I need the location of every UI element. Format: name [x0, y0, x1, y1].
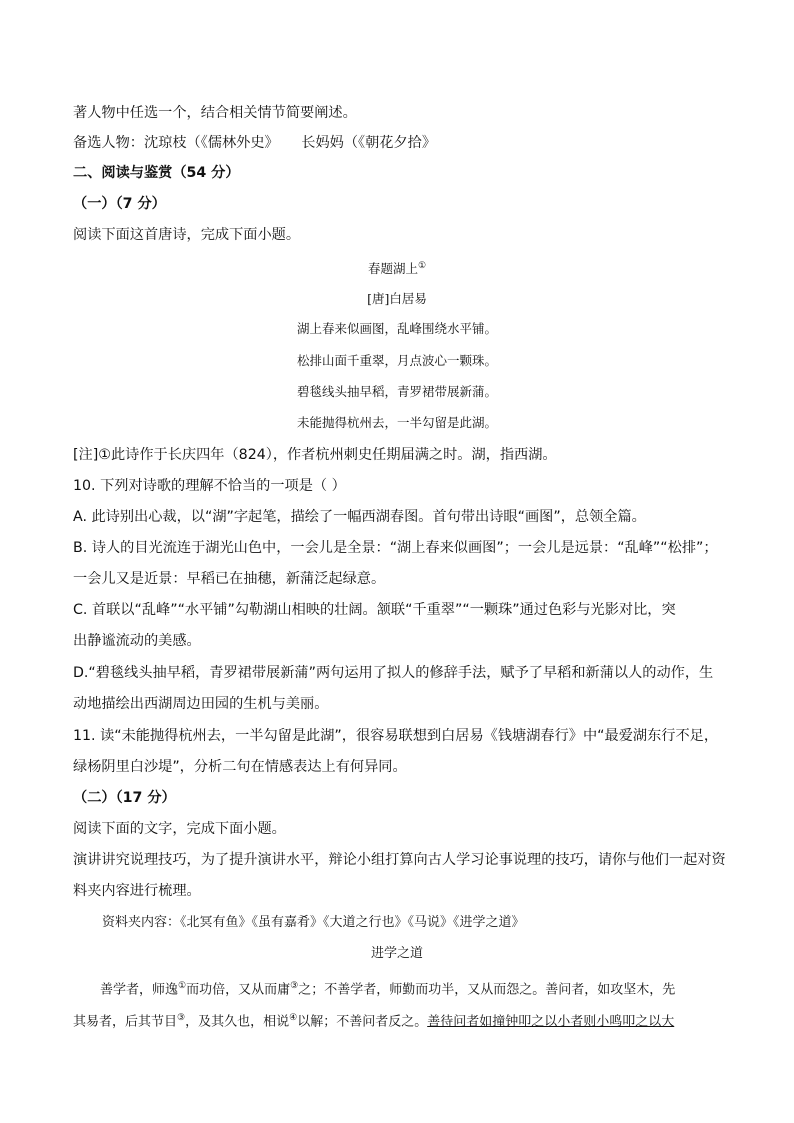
part2-heading: （二）（17 分）: [73, 790, 176, 806]
part2-instruction: 阅读下面的文字，完成下面小题。: [73, 821, 286, 837]
passage-paragraph-line-2: [73, 1009, 674, 1031]
question-10-stem: 10. 下列对诗歌的理解不恰当的一项是（ ）: [73, 478, 346, 494]
question-10-option-d: D.“碧毯线头抽早稻，青罗裙带展新蒲”两句运用了拟人的修辞手法，赋予了早稻和新蒲以人的动作，生: [73, 665, 714, 681]
poem-title: [0, 257, 794, 278]
passage-text: ，及其久也，相说: [185, 1014, 290, 1030]
passage-text: 以解；不善问者反之。: [297, 1014, 428, 1030]
footnote-mark: ③: [177, 1013, 186, 1023]
question-10-option-d-cont: 动地描绘出西湖周边田园的生机与美丽。: [73, 696, 329, 712]
passage-paragraph-line-1: [100, 977, 675, 999]
part1-heading: （一）（7 分）: [73, 196, 166, 212]
material-folder-contents: 资料夹内容：《北冥有鱼》《虽有嘉肴》《大道之行也》《马说》《进学之道》: [102, 915, 525, 930]
intro-line: 著人物中任选一个，结合相关情节简要阐述。: [73, 105, 357, 121]
poem-line-2: 松排山面千重翠，月点波心一颗珠。: [296, 353, 497, 368]
question-10-option-b-cont: 一会儿又是近景：早稻已在抽穗，新蒲泛起绿意。: [73, 571, 386, 587]
question-11-stem: 11. 读“未能抛得杭州去，一半勾留是此湖”，很容易联想到白居易《钱塘湖春行》中“最爱湖东行不足，: [73, 728, 719, 744]
section-heading: 二、阅读与鉴赏（54 分）: [73, 165, 240, 181]
underlined-passage-text: 善待问者如撞钟叩之以小者则小鸣叩之以大: [427, 1014, 675, 1030]
question-11-stem-cont: 绿杨阴里白沙堤”，分析二句在情感表达上有何异同。: [73, 759, 407, 775]
poem-title-footnote-mark: ①: [417, 261, 427, 271]
poem-note: [注]①此诗作于长庆四年（824），作者杭州刺史任期届满之时。湖，指西湖。: [73, 447, 557, 463]
footnote-mark: ③: [290, 981, 299, 991]
part2-description: 演讲讲究说理技巧，为了提升演讲水平，辩论小组打算向古人学习论事说理的技巧，请你与他们一起对资: [73, 852, 726, 868]
question-10-option-a: A. 此诗别出心裁，以“湖”字起笔，描绘了一幅西湖春图。首句带出诗眼“画图”，总领全篇。: [73, 509, 646, 525]
passage-text: 其易者，后其节目: [73, 1014, 178, 1030]
footnote-mark: ①: [178, 981, 187, 991]
part1-instruction: 阅读下面这首唐诗，完成下面小题。: [73, 227, 301, 243]
passage-title: 进学之道: [370, 946, 423, 961]
passage-text: 而功倍，又从而庸: [186, 982, 291, 998]
poem-line-3: 碧毯线头抽早稻，青罗裙带展新蒲。: [296, 384, 497, 399]
poem-title-text: 春题湖上: [367, 261, 418, 277]
poem-line-4: 未能抛得杭州去，一半勾留是此湖。: [296, 415, 497, 430]
poem-line-1: 湖上春来似画图，乱峰围绕水平铺。: [296, 321, 497, 336]
passage-text: 之；不善学者，师勤而功半，又从而怨之。善问者，如攻坚木，先: [298, 982, 676, 998]
footnote-mark: ④: [289, 1013, 298, 1023]
passage-text: 善学者，师逸: [100, 982, 179, 998]
part2-description-cont: 料夹内容进行梳理。: [73, 883, 201, 899]
question-10-option-b: B. 诗人的目光流连于湖光山色中，一会儿是全景：“湖上春来似画图”；一会儿是远景：“乱峰”“松排”；: [73, 540, 718, 556]
poem-author: [唐]白居易: [367, 291, 427, 306]
question-10-option-c: C. 首联以“乱峰”“水平铺”勾勒湖山相映的壮阔。颔联“千重翠”“一颗珠”通过色彩与光影对比，突: [73, 602, 676, 618]
question-10-option-c-cont: 出静谧流动的美感。: [73, 633, 201, 649]
candidate-characters: 备选人物：沈琼枝（《儒林外史》 长妈妈（《朝花夕拾》: [73, 135, 437, 151]
